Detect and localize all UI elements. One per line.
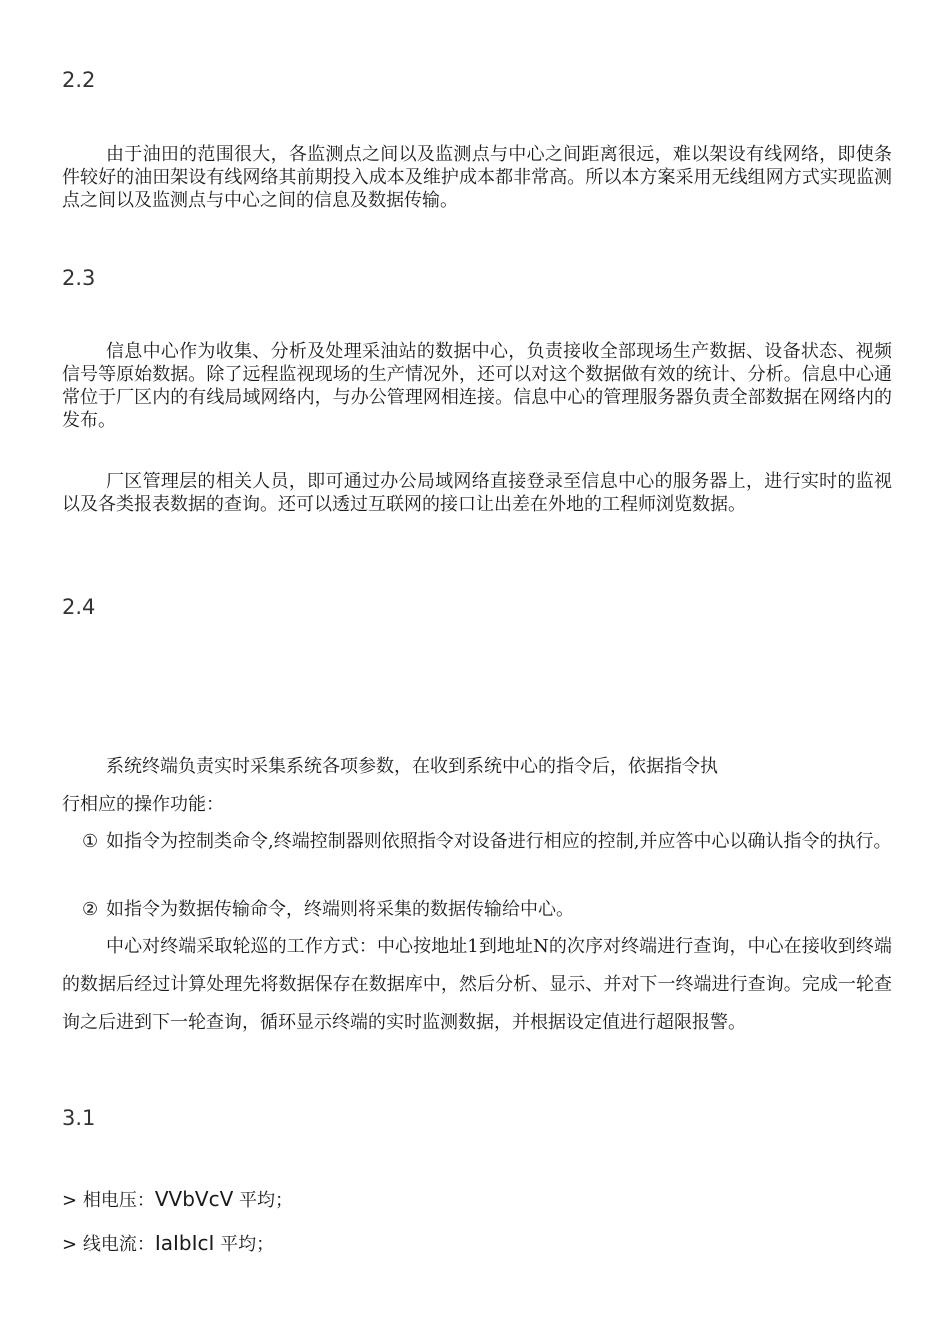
bullet-label: 相电压： — [82, 1190, 155, 1211]
bullet-tail: 平均； — [238, 1190, 293, 1211]
list-item-text: 如指令为数据传输命令，终端则将采集的数据传输给中心。 — [106, 899, 574, 920]
paragraph-line: 行相应的操作功能： — [62, 794, 224, 815]
bullet-variables: VVbVcV — [154, 1187, 234, 1211]
paragraph-line: 系统终端负责实时采集系统各项参数，在收到系统中心的指令后，依据指令执 — [106, 756, 718, 777]
section-heading-3-1: 3.1 — [62, 1106, 96, 1130]
circled-number-1: ① — [82, 831, 99, 852]
bullet-variables: IaIbIcI — [154, 1231, 215, 1255]
section-heading-2-2: 2.2 — [62, 68, 96, 92]
bullet-tail: 平均； — [220, 1234, 275, 1255]
list-item — [62, 827, 892, 856]
arrow-bullet-icon: > — [62, 1190, 78, 1211]
bullet-label: 线电流： — [82, 1234, 155, 1255]
section-heading-2-4: 2.4 — [62, 595, 96, 619]
list-item — [62, 895, 892, 924]
paragraph: 厂区管理层的相关人员，即可通过办公局域网络直接登录至信息中心的服务器上，进行实时的监视以及各类报表数据的查询。还可以透过互联网的接口让出差在外地的工程师浏览数据。 — [62, 471, 892, 515]
section-heading-2-3: 2.3 — [62, 266, 96, 290]
paragraph: 中心对终端采取轮巡的工作方式：中心按地址1到地址N的次序对终端进行查询，中心在接收到终端的数据后经过计算处理先将数据保存在数据库中，然后分析、显示、并对下一终端进行查询。完成一轮查询之后进到下一轮查询，循环显示终端的实时监测数据，并根据设定值进行超限报警。 — [62, 936, 892, 1033]
list-item-text: 如指令为控制类命令,终端控制器则依照指令对设备进行相应的控制,并应答中心以确认指令的执行。 — [106, 831, 892, 852]
bullet-line-current — [62, 1230, 274, 1256]
circled-number-2: ② — [82, 899, 99, 920]
arrow-bullet-icon: > — [62, 1234, 78, 1255]
paragraph: 由于油田的范围很大，各监测点之间以及监测点与中心之间距离很远，难以架设有线网络，即使条件较好的油田架设有线网络其前期投入成本及维护成本都非常高。所以本方案采用无线组网方式实现监测点之间以及监测点与中心之间的信息及数据传输。 — [62, 144, 892, 211]
bullet-phase-voltage — [62, 1186, 293, 1212]
paragraph: 信息中心作为收集、分析及处理采油站的数据中心，负责接收全部现场生产数据、设备状态、视频信号等原始数据。除了远程监视现场的生产情况外，还可以对这个数据做有效的统计、分析。信息中心通常位于厂区内的有线局域网络内，与办公管理网相连接。信息中心的管理服务器负责全部数据在网络内的发布。 — [62, 341, 892, 431]
